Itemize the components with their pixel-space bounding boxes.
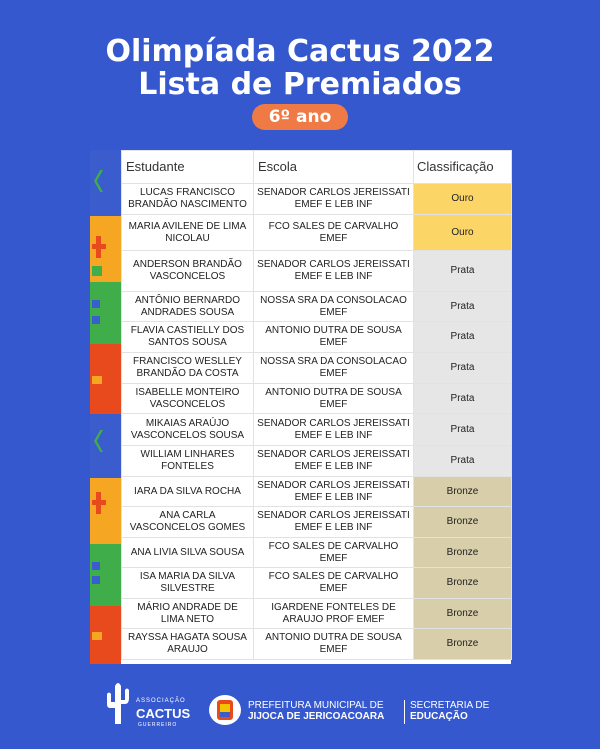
- student-cell: [122, 477, 254, 507]
- school-cell: [254, 184, 414, 215]
- table-row: [122, 568, 512, 599]
- student-cell: [122, 446, 254, 477]
- student-cell-line: ANA LIVIA SILVA SOUSA: [130, 546, 245, 558]
- school-cell: [254, 538, 414, 568]
- school-cell-line: EMEF: [319, 337, 348, 348]
- student-cell-line: ISA MARIA DA SILVA: [139, 571, 236, 582]
- school-cell-line: EMEF E LEB INF: [294, 522, 373, 533]
- awards-sheet: [90, 150, 511, 664]
- classification-cell: Prata: [414, 414, 512, 446]
- student-cell: [122, 322, 254, 353]
- school-cell-line: SENADOR CARLOS JEREISSATI: [257, 417, 410, 429]
- school-cell-line: IGARDENE FONTELES DE: [271, 601, 396, 613]
- student-cell-line: BRANDÃO DA COSTA: [136, 368, 239, 379]
- cactus-logo-icon: [106, 680, 130, 724]
- student-cell: [122, 538, 254, 568]
- footer-logos: [0, 676, 600, 746]
- student-cell: [122, 507, 254, 538]
- school-cell: [254, 477, 414, 507]
- student-cell: [122, 184, 254, 215]
- school-cell: [254, 568, 414, 599]
- school-cell-line: ANTONIO DUTRA DE SOUSA: [265, 632, 402, 643]
- student-cell: [122, 353, 254, 384]
- school-cell: [254, 292, 414, 322]
- student-cell-line: VASCONCELOS: [149, 398, 226, 410]
- prefeitura-line-1: PREFEITURA MUNICIPAL DE: [248, 700, 384, 711]
- student-cell-line: ARAUJO: [167, 644, 208, 655]
- prefeitura-line-2: JIJOCA DE JERICOACOARA: [248, 711, 385, 722]
- student-cell-line: FRANCISCO WESLLEY: [133, 356, 242, 367]
- school-cell-line: FCO SALES DE CARVALHO: [268, 540, 399, 552]
- association-name: CACTUS: [136, 706, 191, 721]
- secretaria-line-2: EDUCAÇÃO: [410, 711, 468, 722]
- student-cell: [122, 414, 254, 446]
- awards-table: [121, 150, 512, 660]
- student-cell-line: RAYSSA HAGATA SOUSA: [128, 632, 247, 643]
- school-cell-line: EMEF E LEB INF: [294, 271, 373, 282]
- school-cell-line: EMEF: [319, 583, 348, 594]
- school-cell-line: FCO SALES DE CARVALHO: [268, 220, 399, 232]
- classification-cell: Prata: [414, 322, 512, 353]
- classification-cell: Prata: [414, 353, 512, 384]
- student-cell-line: MÁRIO ANDRADE DE: [137, 601, 238, 613]
- school-cell-line: SENADOR CARLOS JEREISSATI: [257, 449, 410, 460]
- title-line-1: Olimpíada Cactus 2022: [105, 34, 495, 69]
- student-cell-line: LUCAS FRANCISCO: [139, 187, 235, 198]
- table-row: [122, 414, 512, 446]
- grade-badge: 6º ano: [252, 104, 348, 130]
- student-cell-line: ANA CARLA: [159, 510, 216, 521]
- table-row: [122, 599, 512, 629]
- school-cell: [254, 384, 414, 414]
- student-cell: [122, 292, 254, 322]
- student-cell-line: MARIA AVILENE DE LIMA: [128, 220, 247, 232]
- student-cell-line: SILVESTRE: [160, 583, 215, 594]
- school-cell-line: ANTONIO DUTRA DE SOUSA: [265, 386, 402, 398]
- student-cell: [122, 629, 254, 660]
- classification-cell: Prata: [414, 446, 512, 477]
- classification-cell: Bronze: [414, 538, 512, 568]
- association-small-label: ASSOCIAÇÃO: [136, 698, 186, 704]
- classification-cell: Ouro: [414, 184, 512, 215]
- table-row: [122, 629, 512, 660]
- student-cell-line: ANDERSON BRANDÃO: [133, 259, 242, 270]
- classification-cell: Prata: [414, 292, 512, 322]
- student-cell: [122, 599, 254, 629]
- table-row: [122, 215, 512, 251]
- table-row: [122, 384, 512, 414]
- school-cell: [254, 215, 414, 251]
- classification-cell: Prata: [414, 251, 512, 292]
- classification-cell: Ouro: [414, 215, 512, 251]
- table-row: [122, 184, 512, 215]
- school-cell-line: EMEF: [319, 552, 348, 564]
- school-cell-line: EMEF E LEB INF: [294, 491, 373, 503]
- table-row: [122, 446, 512, 477]
- student-cell-line: LIMA NETO: [160, 613, 215, 625]
- student-cell-line: IARA DA SILVA ROCHA: [134, 485, 241, 497]
- association-tagline: GUERREIRO: [138, 722, 178, 728]
- column-header-classification: Classificação: [414, 151, 512, 184]
- school-cell: [254, 414, 414, 446]
- school-cell-line: EMEF: [319, 398, 348, 410]
- classification-cell: Bronze: [414, 629, 512, 660]
- school-cell-line: EMEF: [319, 232, 348, 244]
- student-cell: [122, 251, 254, 292]
- student-cell-line: VASCONCELOS GOMES: [129, 522, 246, 533]
- secretaria-line-1: SECRETARIA DE: [410, 700, 490, 711]
- table-header-row: [122, 151, 512, 184]
- table-body: [122, 184, 512, 660]
- school-cell: [254, 353, 414, 384]
- school-cell-line: EMEF E LEB INF: [294, 199, 373, 210]
- school-cell-line: EMEF E LEB INF: [294, 429, 373, 441]
- classification-cell: Bronze: [414, 507, 512, 538]
- table-row: [122, 251, 512, 292]
- table-row: [122, 292, 512, 322]
- school-cell-line: EMEF: [319, 644, 348, 655]
- school-cell-line: ARAUJO PROF EMEF: [282, 613, 385, 625]
- table-row: [122, 322, 512, 353]
- table-row: [122, 538, 512, 568]
- student-cell: [122, 215, 254, 251]
- school-cell-line: FCO SALES DE CARVALHO: [268, 571, 399, 582]
- student-cell-line: ANDRADES SOUSA: [140, 306, 235, 318]
- school-cell: [254, 599, 414, 629]
- student-cell-line: FLAVIA CASTIELLY DOS: [130, 325, 245, 336]
- footer-divider: [404, 700, 405, 724]
- classification-cell: Bronze: [414, 477, 512, 507]
- school-cell-line: EMEF: [319, 368, 348, 379]
- table-row: [122, 477, 512, 507]
- school-cell-line: EMEF E LEB INF: [294, 461, 373, 472]
- school-cell-line: EMEF: [319, 306, 348, 318]
- title-line-2: Lista de Premiados: [138, 67, 462, 102]
- school-cell-line: NOSSA SRA DA CONSOLACAO: [260, 356, 407, 367]
- column-header-student: Estudante: [122, 151, 254, 184]
- decorative-strip: [90, 150, 121, 664]
- classification-cell: Prata: [414, 384, 512, 414]
- school-cell: [254, 251, 414, 292]
- column-header-school: Escola: [254, 151, 414, 184]
- table-row: [122, 507, 512, 538]
- student-cell-line: VASCONCELOS SOUSA: [130, 429, 245, 441]
- student-cell-line: MIKAIAS ARAÚJO: [145, 417, 230, 429]
- student-cell-line: SANTOS SOUSA: [148, 337, 227, 348]
- table-row: [122, 353, 512, 384]
- school-cell-line: ANTONIO DUTRA DE SOUSA: [265, 325, 402, 336]
- student-cell-line: WILLIAM LINHARES: [140, 449, 235, 460]
- school-cell: [254, 446, 414, 477]
- student-cell: [122, 384, 254, 414]
- student-cell-line: ANTÔNIO BERNARDO: [134, 294, 240, 306]
- school-cell-line: SENADOR CARLOS JEREISSATI: [257, 259, 410, 270]
- school-cell-line: SENADOR CARLOS JEREISSATI: [257, 479, 410, 491]
- municipal-crest-icon: [208, 694, 242, 726]
- classification-cell: Bronze: [414, 599, 512, 629]
- school-cell: [254, 629, 414, 660]
- school-cell-line: SENADOR CARLOS JEREISSATI: [257, 187, 410, 198]
- school-cell: [254, 322, 414, 353]
- student-cell-line: FONTELES: [161, 461, 214, 472]
- student-cell-line: ISABELLE MONTEIRO: [135, 386, 240, 398]
- school-cell-line: NOSSA SRA DA CONSOLACAO: [260, 294, 407, 306]
- classification-cell: Bronze: [414, 568, 512, 599]
- school-cell-line: SENADOR CARLOS JEREISSATI: [257, 510, 410, 521]
- student-cell-line: NICOLAU: [165, 232, 210, 244]
- student-cell-line: VASCONCELOS: [149, 271, 226, 282]
- school-cell: [254, 507, 414, 538]
- student-cell: [122, 568, 254, 599]
- student-cell-line: BRANDÃO NASCIMENTO: [128, 199, 247, 210]
